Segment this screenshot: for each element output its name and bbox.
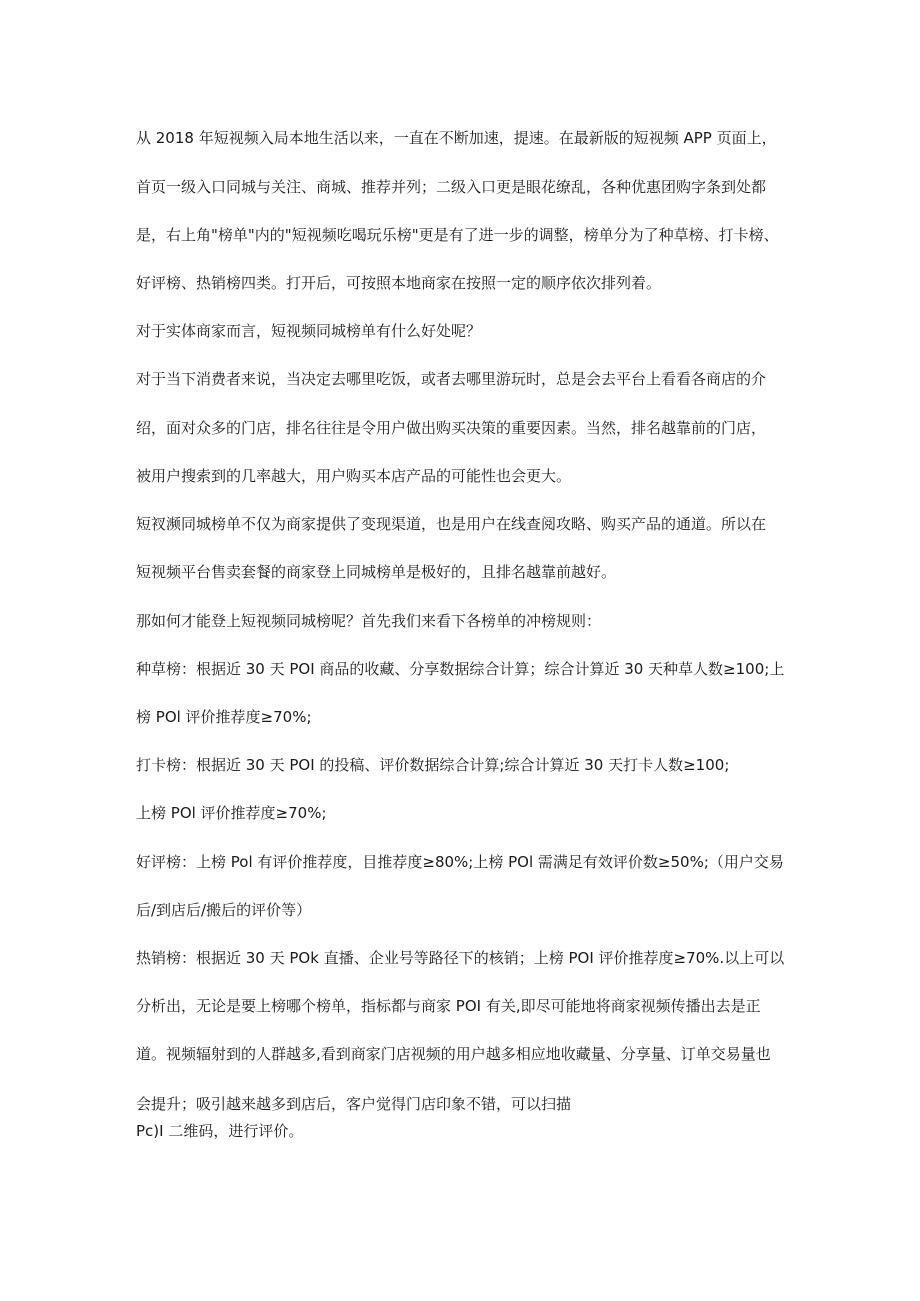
paragraph-line-6: 对于当下消费者来说，当决定去哪里吃饭，或者去哪里游玩时，总是会去平台上看看各商店的介 — [136, 370, 767, 388]
paragraph-line-2: 首页一级入口同城与关注、商城、推荐并列；二级入口更是眼花缭乱，各种优惠团购字条到处都 — [136, 178, 767, 196]
rule-zhongcao-line-2: 榜 POl 评价推荐度≥70%; — [136, 708, 312, 726]
rule-rexiao-line-5: Pc)I 二维码，进行评价。 — [136, 1122, 304, 1140]
rule-rexiao-line-3: 道。视频辐射到的人群越多,看到商家门店视频的用户越多相应地收藏量、分享量、订单交易量也 — [136, 1045, 771, 1063]
rule-zhongcao-line-1: 种草榜：根据近 30 天 POI 商品的收藏、分享数据综合计算；综合计算近 30 天种草人数≥100;上 — [136, 660, 785, 678]
paragraph-line-10: 短视频平台售卖套餐的商家登上同城榜单是极好的，且排名越靠前越好。 — [136, 563, 617, 581]
paragraph-line-11: 那如何才能登上短视频同城榜呢？首先我们来看下各榜单的冲榜规则： — [136, 612, 602, 630]
paragraph-line-4: 好评榜、热销榜四类。打开后，可按照本地商家在按照一定的顺序依次排列着。 — [136, 274, 662, 292]
paragraph-line-9: 短衩濒同城榜单不仅为商家提供了变现渠道，也是用户在线查阅攻略、购买产品的通道。所以在 — [136, 515, 767, 533]
paragraph-line-3: 是，右上角"榜单"内的"短视频吃喝玩乐榜"更是有了进一步的调整，榜单分为了种草榜、打卡榜、 — [136, 226, 779, 244]
rule-haoping-line-1: 好评榜：上榜 Pol 有评价推荐度，目推荐度≥80%;上榜 POl 需满足有效评价数≥50%;（用户交易 — [136, 853, 784, 871]
rule-daka-line-2: 上榜 POl 评价推荐度≥70%; — [136, 804, 327, 822]
question-heading: 对于实体商家而言，短视频同城榜单有什么好处呢？ — [136, 322, 482, 340]
rule-rexiao-line-2: 分析出，无论是要上榜哪个榜单，指标都与商家 POI 有关,即尽可能地将商家视频传播出去是正 — [136, 997, 761, 1015]
rule-haoping-line-2: 后/到店后/搬后的评价等） — [136, 901, 312, 919]
paragraph-line-7: 绍，面对众多的门店，排名往往是令用户做出购买决策的重要因素。当然，排名越靠前的门店， — [136, 419, 767, 437]
rule-rexiao-line-4: 会提升；吸引越来越多到店后，客户觉得门店印象不错，可以扫描 — [136, 1095, 572, 1113]
rule-daka-line-1: 打卡榜：根据近 30 天 POI 的投稿、评价数据综合计算;综合计算近 30 天打卡人数≥100; — [136, 756, 730, 774]
paragraph-line-1: 从 2018 年短视频入局本地生活以来，一直在不断加速，提速。在最新版的短视频 APP 页面上， — [136, 129, 777, 147]
rule-rexiao-line-1: 热销榜：根据近 30 天 POk 直播、企业号等路径下的核销；上榜 POI 评价推荐度≥70%.以上可以 — [136, 949, 785, 967]
paragraph-line-8: 被用户搜索到的几率越大，用户购买本店产品的可能性也会更大。 — [136, 467, 572, 485]
